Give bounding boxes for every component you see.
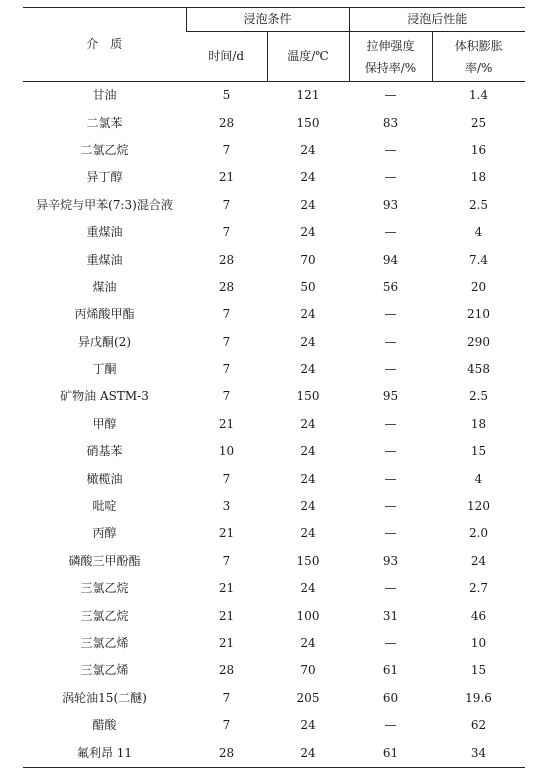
table-row — [23, 575, 525, 602]
header-after-soak-performance: 浸泡后性能 — [349, 8, 525, 32]
cell-strength-retention: 83 — [382, 115, 399, 130]
cell-strength-retention: — — [384, 416, 397, 431]
cell-medium: 硝基苯 — [86, 444, 123, 459]
cell-temperature: 24 — [300, 718, 316, 733]
cell-medium: 甲醇 — [92, 416, 117, 431]
cell-time: 21 — [218, 608, 235, 623]
cell-temperature: 150 — [296, 389, 320, 404]
cell-strength-retention: — — [384, 471, 397, 486]
cell-volume-swell: 10 — [470, 636, 487, 650]
cell-time: 7 — [222, 307, 231, 322]
cell-medium: 橄榄油 — [86, 471, 123, 486]
table-row — [23, 219, 525, 246]
immersion-data-table — [23, 7, 525, 768]
cell-temperature: 24 — [300, 444, 316, 459]
cell-volume-swell: 2.5 — [468, 197, 489, 212]
table-row — [23, 274, 525, 301]
cell-time: 7 — [222, 362, 231, 377]
cell-temperature: 100 — [296, 608, 320, 623]
cell-volume-swell: 2.7 — [468, 581, 489, 596]
cell-temperature: 24 — [300, 416, 316, 431]
cell-strength-retention: — — [384, 718, 397, 733]
table-row — [23, 301, 525, 328]
cell-temperature: 24 — [300, 225, 316, 240]
cell-volume-swell: 120 — [467, 499, 490, 514]
cell-medium: 三氯乙烷 — [80, 581, 129, 596]
cell-volume-swell: 4 — [474, 471, 483, 486]
cell-time: 7 — [222, 553, 231, 568]
cell-strength-retention: 93 — [382, 197, 399, 212]
cell-medium: 醋酸 — [92, 718, 117, 733]
cell-strength-retention: — — [384, 526, 397, 541]
cell-strength-retention: — — [384, 581, 397, 596]
cell-volume-swell: 20 — [470, 279, 487, 294]
table-row — [23, 520, 525, 547]
cell-medium: 丁酮 — [92, 362, 117, 377]
table-row — [23, 739, 525, 767]
cell-strength-retention: — — [384, 334, 397, 349]
cell-medium: 异辛烷与甲苯(7:3)混合液 — [36, 197, 173, 212]
cell-strength-retention: 61 — [349, 739, 432, 767]
cell-volume-swell: 2.5 — [468, 389, 489, 404]
cell-medium: 煤油 — [92, 279, 117, 294]
cell-strength-retention: 56 — [382, 279, 399, 294]
cell-strength-retention: — — [384, 362, 397, 377]
cell-time: 3 — [222, 499, 231, 514]
cell-temperature: 24 — [300, 142, 316, 157]
cell-time: 7 — [222, 225, 231, 240]
cell-volume-swell: 62 — [470, 718, 487, 733]
header-volume-swell: 体积膨胀率/% — [432, 32, 525, 82]
table-row — [23, 329, 525, 356]
cell-strength-retention: — — [384, 307, 397, 322]
cell-medium: 甘油 — [92, 88, 117, 103]
cell-time: 7 — [222, 197, 231, 212]
cell-medium: 重煤油 — [86, 252, 123, 267]
cell-time: 10 — [218, 444, 235, 459]
cell-time: 21 — [218, 636, 235, 650]
table-row — [23, 356, 525, 383]
cell-time: 5 — [222, 88, 231, 103]
cell-time: 7 — [222, 690, 231, 705]
cell-strength-retention: 94 — [382, 252, 399, 267]
cell-medium: 二氯苯 — [86, 115, 123, 130]
cell-strength-retention: 93 — [382, 553, 399, 568]
table-row — [23, 548, 525, 575]
table-row — [23, 192, 525, 219]
cell-time: 28 — [186, 739, 267, 767]
cell-medium: 三氯乙烯 — [80, 636, 129, 650]
cell-strength-retention: — — [384, 636, 397, 650]
cell-time: 28 — [218, 663, 235, 678]
cell-strength-retention: — — [384, 170, 397, 185]
cell-temperature: 24 — [300, 471, 316, 486]
cell-medium: 异戊酮(2) — [78, 334, 131, 349]
table-row — [23, 164, 525, 191]
cell-volume-swell: 458 — [467, 362, 490, 377]
table-row — [23, 438, 525, 465]
cell-time: 7 — [222, 334, 231, 349]
cell-strength-retention: — — [384, 499, 397, 514]
cell-medium: 丙醇 — [92, 526, 117, 541]
cell-temperature: 24 — [300, 499, 316, 514]
cell-temperature: 24 — [300, 307, 316, 322]
cell-strength-retention: — — [384, 142, 397, 157]
cell-temperature: 70 — [300, 252, 316, 267]
cell-volume-swell: 24 — [470, 553, 487, 568]
cell-time: 21 — [218, 526, 235, 541]
cell-medium: 二氯乙烷 — [80, 142, 129, 157]
cell-strength-retention: — — [384, 88, 397, 103]
header-medium — [23, 8, 186, 82]
table-row — [23, 82, 525, 110]
header-time: 时间/d — [208, 49, 245, 63]
table-row — [23, 383, 525, 410]
cell-strength-retention: 60 — [382, 690, 399, 705]
header-medium-label: 介 质 — [86, 37, 123, 51]
cell-volume-swell: 16 — [470, 142, 487, 157]
cell-medium: 三氯乙烷 — [80, 608, 129, 623]
cell-time: 7 — [222, 718, 231, 733]
cell-medium: 异丁醇 — [86, 170, 123, 185]
table-row — [23, 465, 525, 492]
cell-volume-swell: 15 — [470, 663, 487, 678]
cell-temperature: 24 — [300, 170, 316, 185]
cell-medium: 涡轮油15(二醚) — [62, 690, 147, 705]
cell-medium: 三氯乙烯 — [80, 663, 129, 678]
cell-time: 7 — [222, 142, 231, 157]
cell-time: 21 — [218, 416, 235, 431]
table-header — [23, 8, 525, 82]
cell-medium: 矿物油 ASTM-3 — [60, 389, 149, 404]
cell-strength-retention: 95 — [382, 389, 399, 404]
cell-volume-swell: 18 — [470, 170, 487, 185]
cell-time: 28 — [218, 115, 235, 130]
cell-volume-swell: 4 — [474, 225, 483, 240]
header-temperature: 温度/℃ — [267, 32, 349, 82]
table-row — [23, 602, 525, 629]
cell-time: 21 — [218, 170, 235, 185]
cell-volume-swell: 18 — [470, 416, 487, 431]
cell-temperature: 24 — [300, 526, 316, 541]
cell-temperature: 150 — [296, 553, 320, 568]
table-row — [23, 493, 525, 520]
cell-temperature: 205 — [296, 690, 320, 705]
cell-strength-retention: 61 — [382, 663, 399, 678]
cell-strength-retention: 31 — [382, 608, 399, 623]
cell-volume-swell: 2.0 — [468, 526, 489, 541]
cell-time: 28 — [218, 252, 235, 267]
cell-time: 21 — [218, 581, 235, 596]
cell-time: 7 — [222, 389, 231, 404]
table-row — [23, 685, 525, 712]
cell-medium: 吡啶 — [92, 499, 117, 514]
cell-temperature: 70 — [300, 663, 316, 678]
cell-medium: 氟利昂 11 — [23, 739, 186, 767]
cell-volume-swell: 19.6 — [465, 690, 492, 705]
table-row — [23, 630, 525, 657]
table-row — [23, 411, 525, 438]
header-group-row — [23, 8, 525, 32]
cell-medium: 磷酸三甲酚酯 — [68, 553, 141, 568]
cell-temperature: 24 — [267, 739, 349, 767]
table-body — [23, 82, 525, 768]
cell-volume-swell: 46 — [470, 608, 487, 623]
cell-volume-swell: 7.4 — [468, 252, 489, 267]
cell-medium: 丙烯酸甲酯 — [74, 307, 135, 322]
header-soak-conditions: 浸泡条件 — [186, 8, 349, 32]
cell-strength-retention: — — [384, 444, 397, 459]
header-strength-retention: 拉伸强度保持率/% — [349, 32, 432, 82]
cell-volume-swell: 290 — [467, 334, 490, 349]
table-row — [23, 712, 525, 739]
cell-temperature: 24 — [300, 362, 316, 377]
cell-temperature: 24 — [300, 636, 316, 650]
table-row — [23, 137, 525, 164]
table-row — [23, 657, 525, 684]
cell-medium: 重煤油 — [86, 225, 123, 240]
cell-temperature: 24 — [300, 581, 316, 596]
cell-strength-retention: — — [384, 225, 397, 240]
cell-temperature: 50 — [300, 279, 316, 294]
table-row — [23, 109, 525, 136]
cell-volume-swell: 1.4 — [468, 88, 489, 103]
cell-volume-swell: 25 — [470, 115, 487, 130]
cell-time: 7 — [222, 471, 231, 486]
cell-volume-swell: 34 — [432, 739, 525, 767]
cell-temperature: 121 — [296, 88, 320, 103]
cell-volume-swell: 15 — [470, 444, 487, 459]
cell-temperature: 24 — [300, 334, 316, 349]
cell-temperature: 24 — [300, 197, 316, 212]
cell-volume-swell: 210 — [467, 307, 490, 322]
table-row — [23, 246, 525, 273]
cell-time: 28 — [218, 279, 235, 294]
cell-temperature: 150 — [296, 115, 320, 130]
